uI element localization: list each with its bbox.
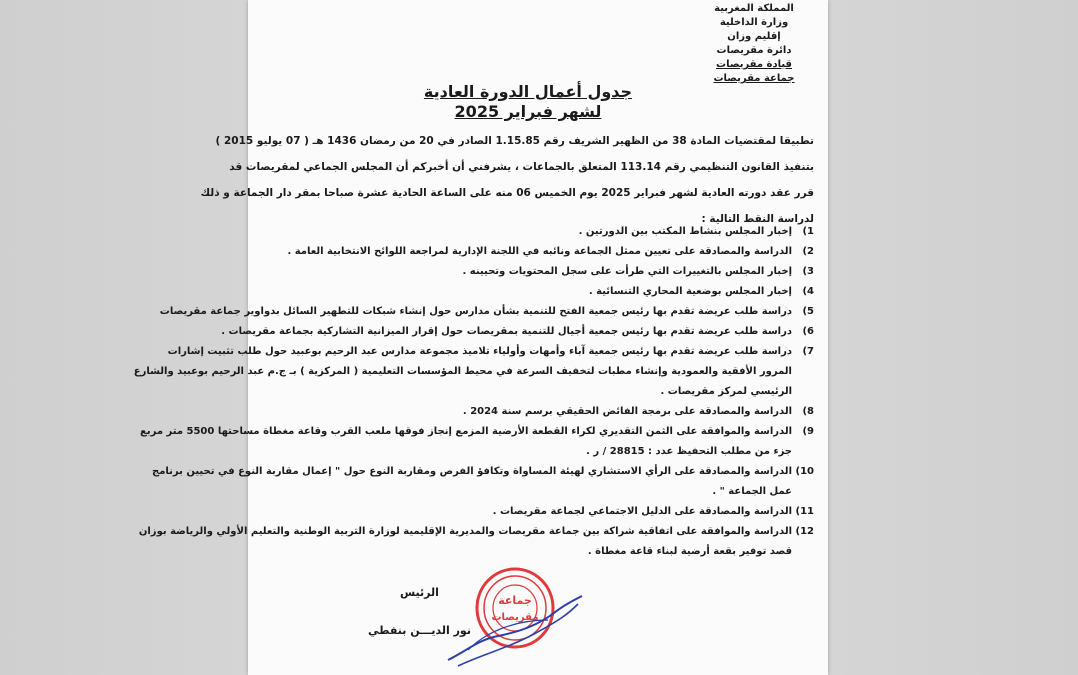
agenda-item bbox=[140, 422, 814, 462]
header-province: إقليم وزان bbox=[727, 31, 781, 42]
agenda-item-number: 8) bbox=[802, 406, 814, 417]
agenda-item-text bbox=[262, 282, 792, 302]
agenda-item bbox=[151, 462, 814, 502]
agenda-item-number: 2) bbox=[802, 246, 814, 257]
agenda-item-line: دراسة طلب عريضة تقدم بها رئيس جمعية الفتح للتنمية بشأن مدارس حول إنشاء شبكات للتطهير السائل بدواوير جماعة مقريصات bbox=[159, 306, 792, 317]
header-ministry: وزارة الداخلية bbox=[719, 17, 789, 28]
agenda-item-text bbox=[262, 222, 792, 242]
agenda-item-line: إخبار المجلس بنشاط المكتب بين الدورتين . bbox=[578, 226, 792, 237]
agenda-item-line: الدراسة والمصادقة على الدليل الاجتماعي لجماعة مقريصات . bbox=[492, 506, 792, 517]
document-title: جدول أعمال الدورة العادية bbox=[423, 82, 633, 101]
agenda-item bbox=[262, 502, 814, 522]
agenda-item bbox=[262, 262, 814, 282]
header-district: دائرة مقريصات bbox=[716, 45, 792, 56]
agenda-item-text bbox=[221, 322, 792, 342]
agenda-item-line: دراسة طلب عريضة تقدم بها رئيس جمعية أجيال للتنمية بمقريصات حول إقرار الميزانية التشاركية بجماعة مقريصات . bbox=[221, 326, 792, 337]
intro-paragraph bbox=[200, 128, 814, 232]
agenda-item-line: الدراسة والموافقة على الثمن التقديري لكراء القطعة الأرضية المزمع إنجاز فوقها ملعب القرب وقاعة مغطاة مساحتها 5500 متر مربع bbox=[140, 426, 792, 437]
agenda-item-text bbox=[160, 302, 792, 322]
agenda-item bbox=[262, 402, 814, 422]
agenda-item-line: الدراسة والمصادقة على برمجة الفائض الحقيقي برسم سنة 2024 . bbox=[462, 406, 792, 417]
agenda-item-line: المرور الأفقية والعمودية وإنشاء مطبات لتخفيف السرعة في محيط المؤسسات التعليمية ( المركزية ) بـ ج.م عبد الرحيم بوعبيد والشارع bbox=[133, 366, 792, 377]
intro-line: لدراسة النقط التالية : bbox=[701, 213, 814, 225]
agenda-item-number: 1) bbox=[802, 226, 814, 237]
agenda-item bbox=[262, 222, 814, 242]
agenda-item bbox=[221, 322, 814, 342]
agenda-item-line: الرئيسي لمركز مقريصات . bbox=[660, 386, 792, 397]
agenda-item-line: دراسة طلب عريضة تقدم بها رئيس جمعية آباء وأمهات وأولياء تلاميذ مجموعة مدارس عبد الرحيم بوعبيد حول طلب تثبيت إشارات bbox=[167, 346, 792, 357]
signatory-name: نور الديـــن بنفطي bbox=[368, 624, 471, 637]
intro-line: بتنفيذ القانون التنظيمي رقم 113.14 المتعلق بالجماعات ، يشرفني أن أخبركم أن المجلس الجماعي لمقريصات قد bbox=[229, 161, 814, 173]
document-page bbox=[133, 0, 828, 675]
agenda-item bbox=[138, 522, 814, 562]
agenda-item-text bbox=[134, 342, 792, 402]
agenda-item-number: 11) bbox=[795, 506, 814, 517]
agenda-item-number: 9) bbox=[802, 426, 814, 437]
document-subtitle: لشهر فبراير 2025 bbox=[454, 102, 602, 121]
agenda-item-line: الدراسة والموافقة على اتفاقية شراكة بين جماعة مقريصات والمديرية الإقليمية لوزارة التربية الوطنية والتعليم الأولي والرياضة بوزان bbox=[138, 526, 792, 537]
agenda-item-number: 6) bbox=[802, 326, 814, 337]
agenda-item bbox=[262, 242, 814, 262]
agenda-item-number: 3) bbox=[802, 266, 814, 277]
agenda-item-number: 7) bbox=[802, 346, 814, 357]
intro-line: قرر عقد دورته العادية لشهر فبراير 2025 يوم الخميس 06 منه على الساعة الحادية عشرة صباحا بمقر دار الجماعة و ذلك bbox=[200, 187, 814, 199]
letterhead bbox=[694, 2, 814, 86]
agenda-item-line: عمل الجماعة " . bbox=[712, 486, 792, 497]
agenda-item bbox=[133, 342, 814, 402]
agenda-item-line: جزء من مطلب التحفيظ عدد : 28815 / ر . bbox=[586, 446, 792, 457]
signature-title: الرئيس bbox=[400, 586, 439, 599]
header-kingdom: المملكة المغربية bbox=[714, 3, 794, 14]
agenda-item-line: الدراسة والمصادقة على الرأي الاستشاري لهيئة المساواة وتكافؤ الفرص ومقاربة النوع حول " إعمال مقاربة النوع في تحيين برنامج bbox=[151, 466, 792, 477]
agenda-item-text bbox=[139, 522, 792, 562]
agenda-item-text bbox=[262, 262, 792, 282]
header-caidat: قيادة مقريصات bbox=[716, 59, 792, 70]
stamp-text-top: جماعة bbox=[498, 594, 532, 607]
agenda-item-line: إخبار المجلس بوضعية المحاري التنسائية . bbox=[588, 286, 792, 297]
intro-line: تطبيقا لمقتضيات المادة 38 من الظهير الشريف رقم 1.15.85 الصادر في 20 من رمضان 1436 هـ ( 07 يوليو 2015 ) bbox=[215, 135, 814, 147]
agenda-item-line: إخبار المجلس بالتغييرات التي طرأت على سجل المحتويات وتحيينه . bbox=[462, 266, 792, 277]
agenda-item bbox=[262, 282, 814, 302]
agenda-item bbox=[159, 302, 814, 322]
agenda-item-number: 12) bbox=[795, 526, 814, 537]
agenda-item-number: 4) bbox=[802, 286, 814, 297]
agenda-item-text bbox=[262, 242, 792, 262]
agenda-item-text bbox=[152, 462, 792, 502]
agenda-item-number: 5) bbox=[802, 306, 814, 317]
agenda-item-number: 10) bbox=[795, 466, 814, 477]
agenda-item-line: قصد توفير بقعة أرضية لبناء قاعة مغطاة . bbox=[587, 546, 792, 557]
agenda-item-text bbox=[262, 402, 792, 422]
stamp-text-bottom: مقريصات bbox=[491, 612, 539, 623]
agenda-item-line: الدراسة والمصادقة على تعيين ممثل الجماعة ونائبه في اللجنة الإدارية لمراجعة اللوائح الانتخابية العامة . bbox=[287, 246, 792, 257]
agenda-item-text bbox=[140, 422, 792, 462]
header-commune: جماعة مقريصات bbox=[713, 73, 795, 84]
agenda-item-text bbox=[262, 502, 792, 522]
agenda-list bbox=[133, 222, 814, 562]
